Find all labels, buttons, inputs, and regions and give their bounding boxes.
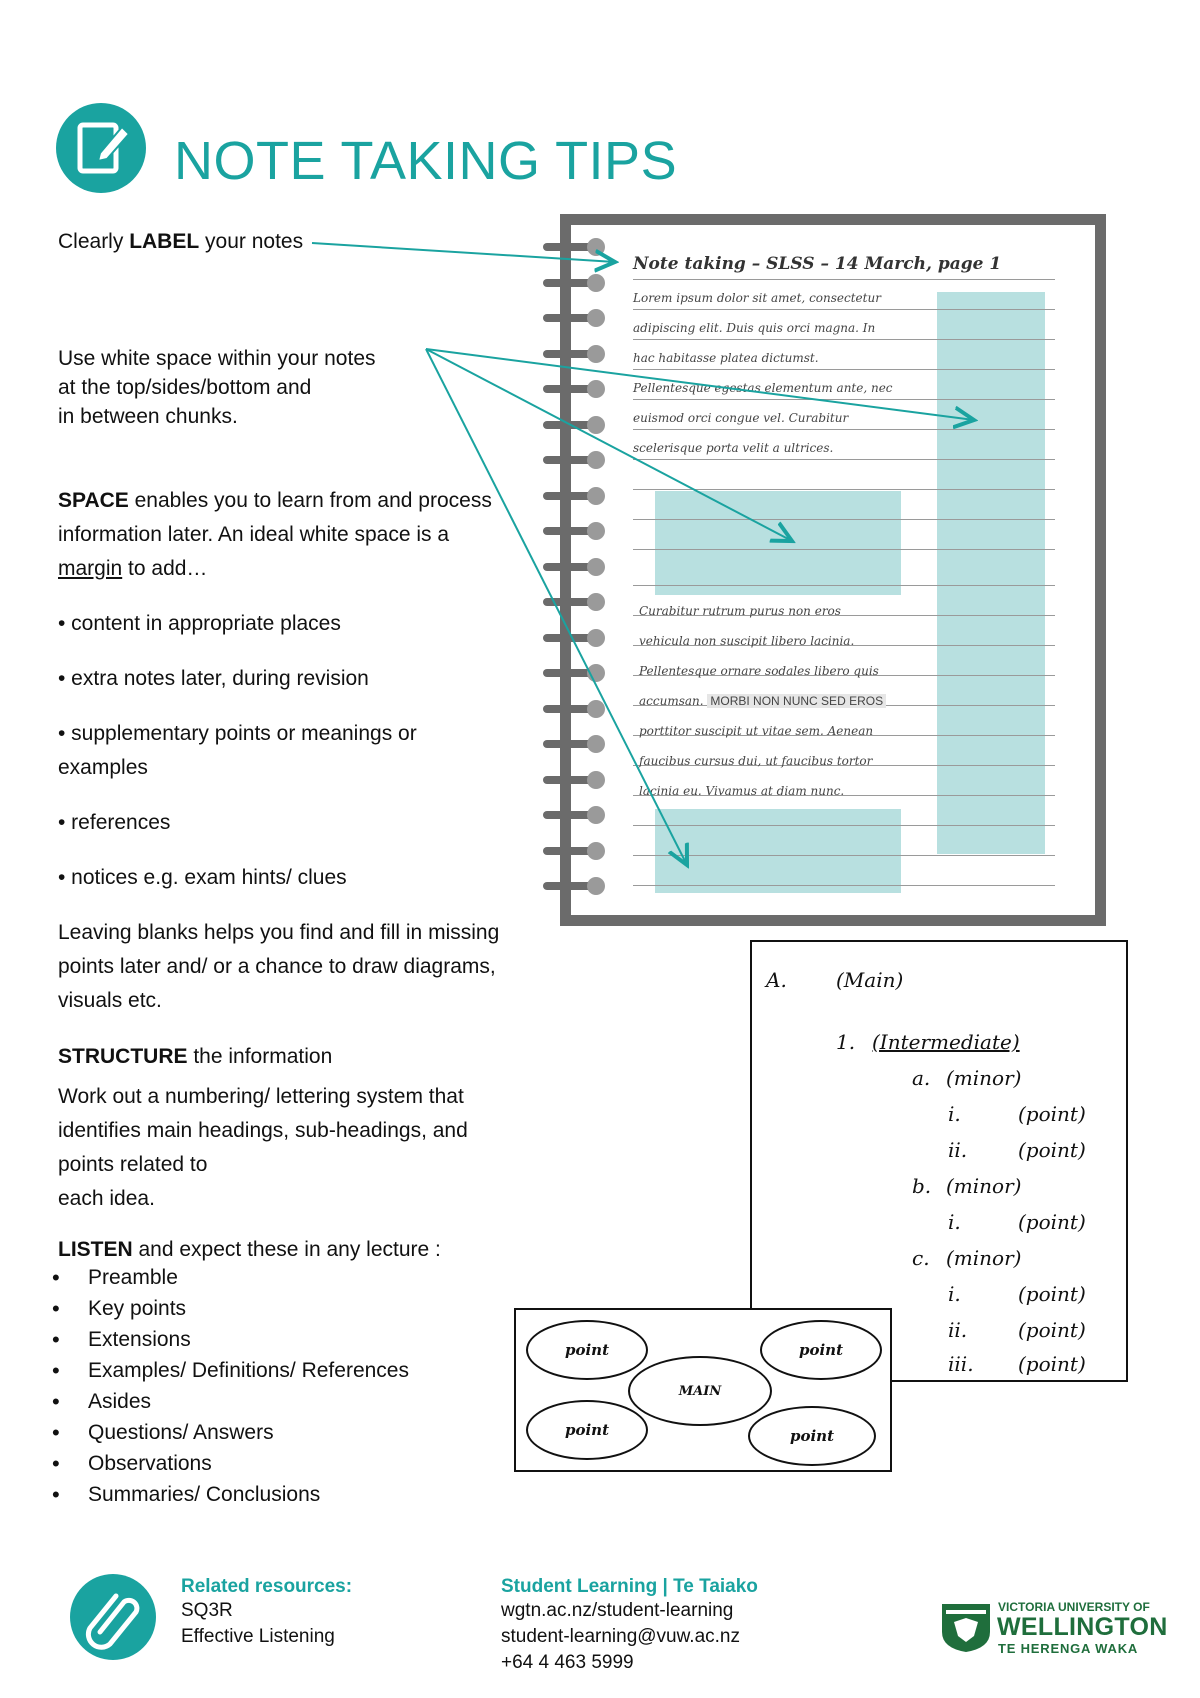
notebook-line: hac habitasse platea dictumst.: [633, 351, 819, 365]
highlighted-text: MORBI NON NUNC SED EROS: [707, 694, 886, 708]
outline-point: (point): [1018, 1138, 1086, 1162]
listen-heading: LISTEN and expect these in any lecture :: [58, 1238, 441, 1261]
outline-point: (point): [1018, 1102, 1086, 1126]
blanks-tip: Leaving blanks helps you find and fill in missing points later and/ or a chance to draw diagrams, visuals etc.: [58, 921, 500, 1012]
mindmap-node: point: [526, 1320, 648, 1380]
outline-minor: (minor): [946, 1246, 1022, 1270]
list-item: • Extensions: [52, 1324, 409, 1355]
margin-bullet-content: • content in appropriate places: [58, 612, 341, 635]
list-item: • Observations: [52, 1448, 409, 1479]
whitespace-tip: Use white space within your notes at the top/sides/bottom and in between chunks.: [58, 347, 376, 428]
logo-line-1: VICTORIA UNIVERSITY OF: [998, 1600, 1150, 1614]
space-tip: SPACE enables you to learn from and process information later. An ideal white space is a margin to add…: [58, 489, 492, 580]
outline-letter: b.: [912, 1174, 932, 1198]
notebook-line: Lorem ipsum dolor sit amet, consectetur: [633, 291, 881, 305]
related-resources: [181, 1576, 352, 1650]
notebook-title: Note taking – SLSS – 14 March, page 1: [633, 254, 1002, 274]
notebook-line: euismod orci congue vel. Curabitur: [633, 411, 849, 425]
outline-roman: i.: [948, 1210, 961, 1234]
notebook-line: scelerisque porta velit a ultrices.: [633, 441, 834, 455]
margin-bullet-extra: • extra notes later, during revision: [58, 667, 369, 690]
outline-intermediate: (Intermediate): [872, 1030, 1020, 1054]
list-item: • Summaries/ Conclusions: [52, 1479, 409, 1510]
notebook-line: Pellentesque egestas elementum ante, nec: [633, 381, 893, 395]
website-link[interactable]: wgtn.ac.nz/student-learning: [501, 1600, 734, 1621]
list-item: • Examples/ Definitions/ References: [52, 1355, 409, 1386]
mindmap-node: point: [526, 1400, 648, 1460]
outline-point: (point): [1018, 1352, 1086, 1376]
list-item: • Questions/ Answers: [52, 1417, 409, 1448]
outline-main: (Main): [836, 968, 904, 992]
logo-line-3: TE HERENGA WAKA: [998, 1641, 1139, 1656]
notebook-line: adipiscing elit. Duis quis orci magna. In: [633, 321, 876, 335]
phone-number: +64 4 463 5999: [501, 1652, 634, 1673]
outline-point: (point): [1018, 1282, 1086, 1306]
notebook-line: accumsan. MORBI NON NUNC SED EROS: [639, 694, 886, 708]
notebook-line: faucibus cursus dui, ut faucibus tortor: [639, 754, 873, 768]
outline-roman: ii.: [948, 1138, 968, 1162]
mindmap-node: point: [760, 1320, 882, 1380]
outline-minor: (minor): [946, 1174, 1022, 1198]
outline-roman: iii.: [948, 1352, 974, 1376]
logo-line-2: WELLINGTON: [997, 1613, 1168, 1641]
student-learning-heading: Student Learning | Te Taiako: [501, 1576, 758, 1597]
student-learning-contact: [501, 1576, 758, 1676]
label-tip: Clearly LABEL your notes: [58, 230, 304, 253]
outline-roman: i.: [948, 1282, 961, 1306]
outline-point: (point): [1018, 1318, 1086, 1342]
list-item: • Preamble: [52, 1262, 409, 1293]
notebook-line: lacinia eu. Vivamus at diam nunc.: [639, 784, 845, 798]
mindmap-node: point: [748, 1406, 876, 1466]
structure-tip: Work out a numbering/ lettering system that identifies main headings, sub-headings, and points related to each idea.: [58, 1085, 468, 1210]
outline-number: 1.: [836, 1030, 856, 1054]
margin-bullet-supplementary: • supplementary points or meanings or examples: [58, 722, 417, 779]
notebook-line: Pellentesque ornare sodales libero quis: [639, 664, 879, 678]
related-resources-heading: Related resources:: [181, 1576, 353, 1597]
outline-roman: i.: [948, 1102, 961, 1126]
list-item: • Key points: [52, 1293, 409, 1324]
email-link[interactable]: student-learning@vuw.ac.nz: [501, 1626, 740, 1647]
notebook-line: porttitor suscipit ut vitae sem. Aenean: [639, 724, 874, 738]
mindmap-center: MAIN: [628, 1356, 772, 1426]
list-item: • Asides: [52, 1386, 409, 1417]
notebook-line: Curabitur rutrum purus non eros: [639, 604, 841, 618]
outline-point: (point): [1018, 1210, 1086, 1234]
outline-letter: a.: [912, 1066, 931, 1090]
mindmap-example: [514, 1308, 892, 1472]
structure-heading: STRUCTURE the information: [58, 1045, 333, 1068]
notebook-line: vehicula non suscipit libero lacinia.: [639, 634, 855, 648]
crest-icon: [940, 1602, 992, 1654]
paperclip-icon: [70, 1574, 156, 1660]
outline-letter: A.: [766, 968, 787, 992]
resource-link[interactable]: SQ3R: [181, 1600, 233, 1621]
margin-bullet-notices: • notices e.g. exam hints/ clues: [58, 866, 347, 889]
outline-letter: c.: [912, 1246, 930, 1270]
university-logo: [940, 1600, 1170, 1656]
margin-bullet-references: • references: [58, 811, 171, 834]
page-title: NOTE TAKING TIPS: [174, 131, 678, 191]
outline-minor: (minor): [946, 1066, 1022, 1090]
outline-roman: ii.: [948, 1318, 968, 1342]
resource-link[interactable]: Effective Listening: [181, 1626, 335, 1647]
